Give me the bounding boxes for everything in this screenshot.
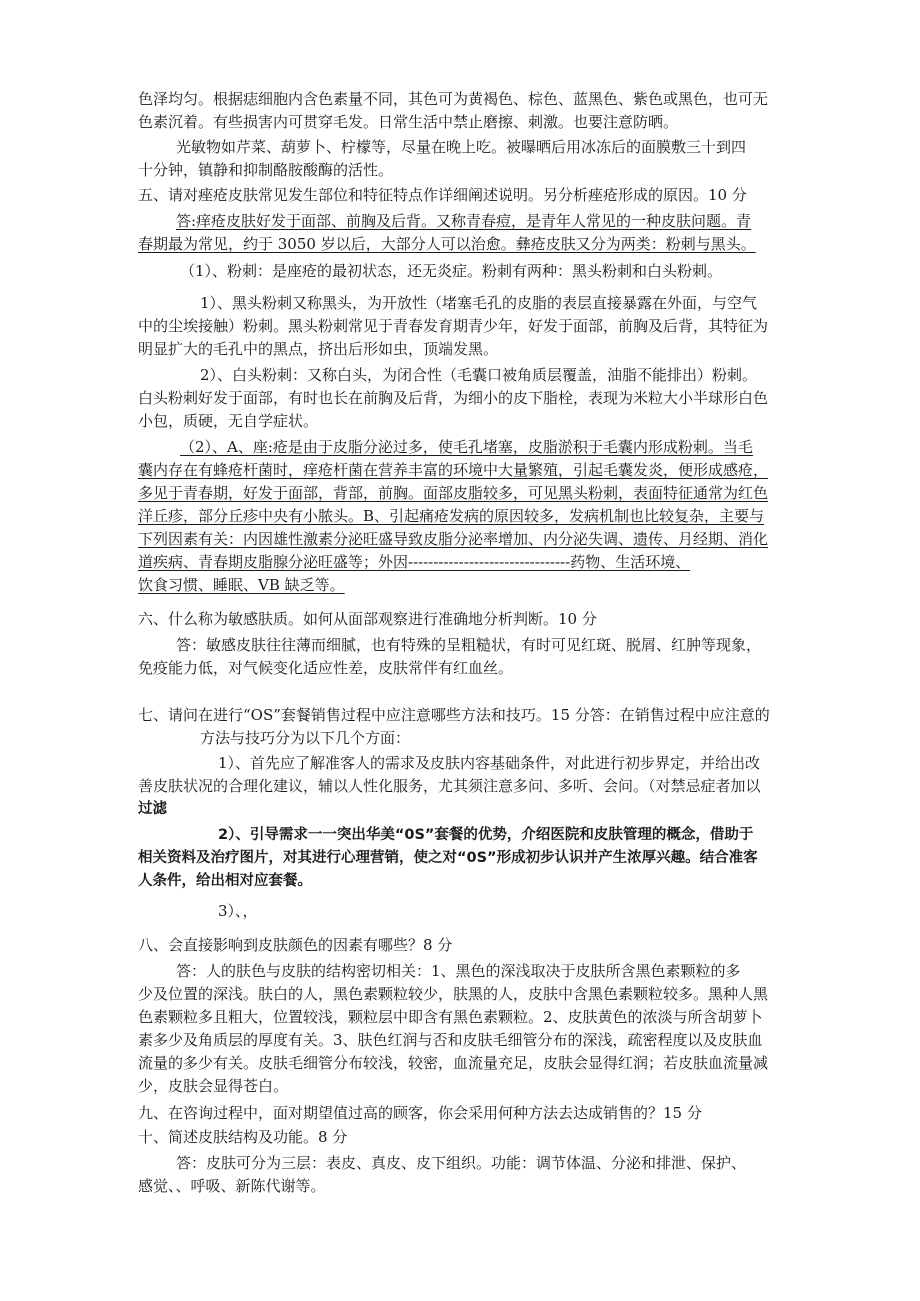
text-line: 下列因素有关：内因雄性激素分泌旺盛导致皮脂分泌率增加、内分泌失调、遗传、月经期、消化 bbox=[138, 530, 769, 548]
answer-8 bbox=[138, 960, 788, 1098]
text-line: 饮食习惯、睡眠、VB 缺乏等。 bbox=[138, 576, 345, 594]
text-line: 少及位置的深浅。肤白的人，黑色素颗粒较少，肤黑的人，皮肤中含黑色素颗粒较多。黑种人黑 bbox=[138, 985, 769, 1003]
answer-7-point-3 bbox=[138, 900, 788, 923]
question-6 bbox=[138, 608, 788, 631]
text-line: 2）、白头粉刺：又称白头，为闭合性（毛囊口被角质层覆盖，油脂不能排出）粉刺。 bbox=[200, 366, 758, 384]
text-line: 囊内存在有蜂疮杆菌时，痒疮杆菌在营养丰富的环境中大量繁殖，引起毛囊发炎，便形成感疮， bbox=[138, 461, 769, 479]
question-text: 七、请问在进行“OS”套餐销售过程中应注意哪些方法和技巧。15 分答：在销售过程中应注意的 bbox=[138, 706, 770, 724]
question-text: 十、简述皮肤结构及功能。8 分 bbox=[138, 1128, 348, 1146]
question-text: 五、请对痤疮皮肤常见发生部位和特征特点作详细阐述说明。另分析痤疮形成的原因。10 分 bbox=[138, 186, 747, 204]
text-line: 3）、， bbox=[218, 902, 258, 920]
answer-6 bbox=[138, 634, 788, 680]
question-text: 九、在咨询过程中，面对期望值过高的顾客，你会采用何种方法去达成销售的？15 分 bbox=[138, 1104, 702, 1122]
section-acne-cause bbox=[138, 436, 788, 597]
text-line: 素多少及角质层的厚度有关。3、肤色红润与否和皮肤毛细管分布的深浅，疏密程度以及皮肤血 bbox=[138, 1031, 763, 1049]
paragraph-nevus bbox=[138, 88, 788, 134]
text-line: 答:痒疮皮肤好发于面部、前胸及后背。又称青春痘，是青年人常见的一种皮肤问题。青 bbox=[176, 212, 752, 230]
text-line: 道疾病、青春期皮脂腺分泌旺盛等；外因--------------------------------药物、生活环境、 bbox=[138, 553, 691, 571]
question-10 bbox=[138, 1126, 788, 1149]
text-line: 白头粉刺好发于面部，有时也长在前胸及后背，为细小的皮下脂栓，表现为米粒大小半球形白色 bbox=[138, 389, 769, 407]
answer-5 bbox=[138, 210, 788, 256]
question-5 bbox=[138, 184, 788, 207]
text-line: 答：皮肤可分为三层：表皮、真皮、皮下组织。功能：调节体温、分泌和排泄、保护、 bbox=[176, 1154, 747, 1172]
text-line: （1）、粉刺：是座疮的最初状态，还无炎症。粉刺有两种：黑头粉刺和白头粉刺。 bbox=[180, 262, 723, 280]
text-line: 十分钟，镇静和抑制酪胺酸酶的活性。 bbox=[138, 161, 394, 179]
text-line: 答：敏感皮肤往往薄而细腻，也有特殊的呈粗糙状，有时可见红斑、脱屑、红肿等现象， bbox=[176, 636, 762, 654]
text-line: 色素沉着。有些损害内可贯穿毛发。日常生活中禁止磨擦、刺激。也要注意防晒。 bbox=[138, 113, 679, 131]
text-line: 多见于青春期，好发于面部，背部，前胸。面部皮脂较多，可见黑头粉刺，表面特征通常为红色 bbox=[138, 484, 769, 502]
question-9 bbox=[138, 1102, 788, 1125]
question-text: 八、会直接影响到皮肤颜色的因素有哪些？8 分 bbox=[138, 936, 453, 954]
text-line: 过滤 bbox=[138, 801, 167, 817]
text-line: 光敏物如芹菜、葫萝卜、柠檬等，尽量在晚上吃。被曝晒后用冰冻后的面膜敷三十到四 bbox=[176, 138, 747, 156]
text-line: （2）、A、座:疮是由于皮脂分泌过多，使毛孔堵塞，皮脂淤积于毛囊内形成粉刺。当毛 bbox=[180, 438, 753, 456]
text-line: 答：人的肤色与皮肤的结构密切相关：1、黑色的深浅取决于皮肤所含黑色素颗粒的多 bbox=[176, 962, 741, 980]
answer-7-point-2 bbox=[138, 824, 788, 893]
text-line: 2）、引导需求一一突出华美“0S”套餐的优势，介绍医院和皮肤管理的概念，借助于 bbox=[218, 827, 754, 843]
paragraph-photosensitive bbox=[138, 136, 788, 182]
text-line: 小包，质硬，无自学症状。 bbox=[138, 412, 319, 430]
text-line: 少，皮肤会显得苍白。 bbox=[138, 1077, 289, 1095]
section-whitehead bbox=[138, 364, 788, 433]
text-line: 相关资料及治疗图片，对其进行心理营销，使之对“0S”形成初步认识并产生浓厚兴趣。结合准客 bbox=[138, 850, 758, 866]
text-line: 免疫能力低，对气候变化适应性差，皮肤常伴有红血丝。 bbox=[138, 659, 514, 677]
text-line: 善皮肤状况的合理化建议，辅以人性化服务，尤其须注意多问、多听、会问。（对禁忌症者加以 bbox=[138, 777, 761, 795]
text-line: 1）、首先应了解准客人的需求及皮肤内容基础条件，对此进行初步界定，并给出改 bbox=[218, 754, 761, 772]
answer-7-point-1 bbox=[138, 752, 788, 821]
text-line: 1）、黑头粉刺又称黑头，为开放性（堵塞毛孔的皮脂的表层直接暴露在外面，与空气 bbox=[200, 294, 758, 312]
answer-10 bbox=[138, 1152, 788, 1198]
section-blackhead bbox=[138, 292, 788, 361]
section-comedones bbox=[138, 260, 788, 283]
text-line: 流量的多少有关。皮肤毛细管分布较浅，较密，血流量充足，皮肤会显得红润；若皮肤血流量减 bbox=[138, 1054, 769, 1072]
question-7 bbox=[138, 704, 788, 750]
text-line: 色泽均匀。根据痣细胞内含色素量不同，其色可为黄褐色、棕色、蓝黑色、紫色或黑色，也可无 bbox=[138, 90, 769, 108]
text-line: 色素颗粒多且粗大，位置较浅，颗粒层中即含有黑色素颗粒。2、皮肤黄色的浓淡与所含胡萝卜 bbox=[138, 1008, 763, 1026]
text-line: 人条件，给出相对应套餐。 bbox=[138, 873, 312, 889]
text-line: 明显扩大的毛孔中的黑点，挤出后形如虫，顶端发黑。 bbox=[138, 340, 499, 358]
text-line: 洋丘疹，部分丘疹中央有小脓头。B、引起痛疮发病的原因较多，发病机制也比较复杂，主要与 bbox=[138, 507, 765, 525]
text-line: 感觉、、呼吸、新陈代谢等。 bbox=[138, 1177, 326, 1195]
text-line: 方法与技巧分为以下几个方面： bbox=[200, 729, 411, 747]
text-line: 中的尘埃接触）粉刺。黑头粉刺常见于青春发育期青少年，好发于面部，前胸及后背，其特征为 bbox=[138, 317, 769, 335]
question-8 bbox=[138, 934, 788, 957]
question-text: 六、什么称为敏感肤质。如何从面部观察进行准确地分析判断。10 分 bbox=[138, 610, 597, 628]
text-line: 春期最为常见，约于 3050 岁以后，大部分人可以治愈。彝疮皮肤又分为两类：粉刺与黑头。 bbox=[138, 235, 756, 253]
